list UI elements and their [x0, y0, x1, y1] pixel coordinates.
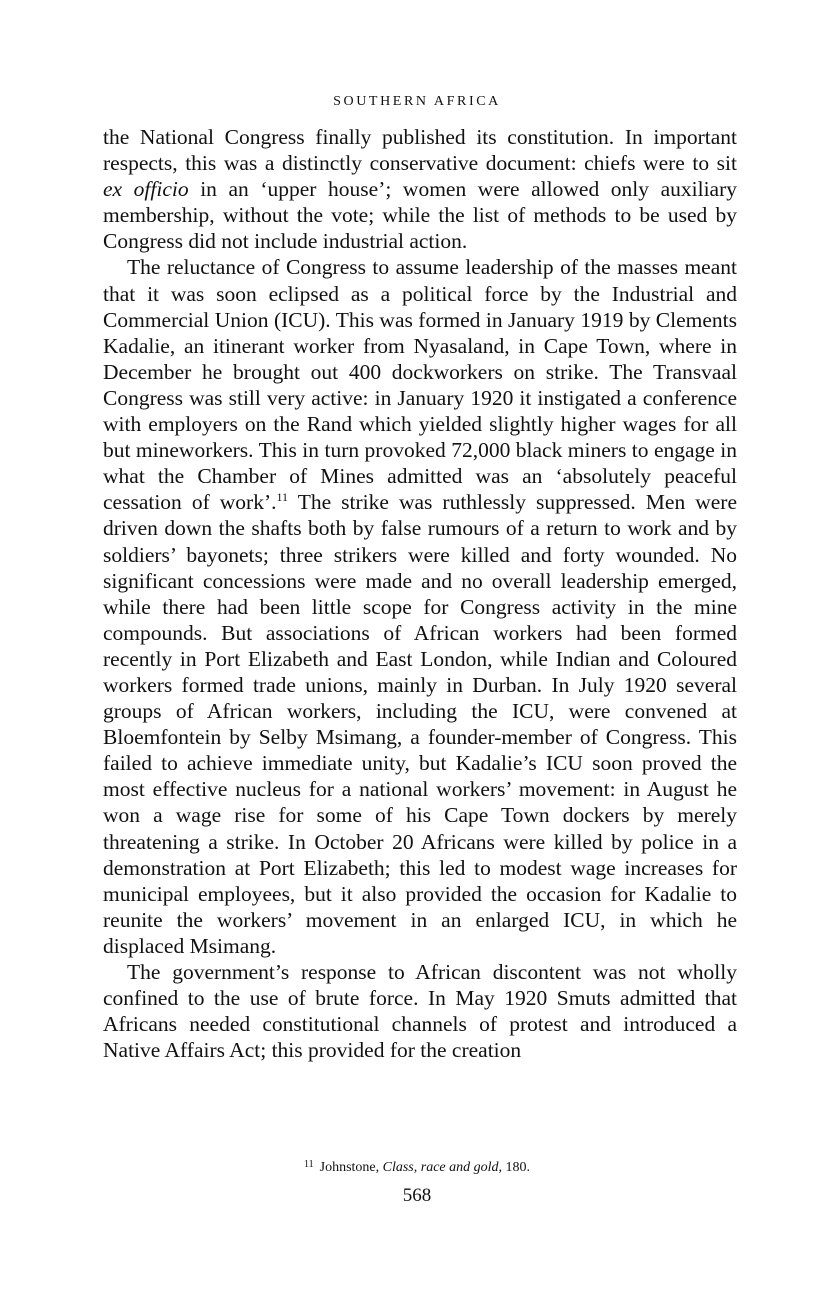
italic-phrase: ex officio: [103, 177, 189, 202]
text-run: The government’s response to African discontent was not wholly confined to the use of brute force. In May 1920 Smuts admitted that Africans needed constitutional channels of protest and introduced a Native Affairs Act; this provided for the creation: [103, 960, 737, 1063]
text-run: The reluctance of Congress to assume leadership of the masses meant that it was soon eclipsed as a political force by the Industrial and Commercial Union (ICU). This was formed in January 1919 by Clements Kadalie, an itinerant worker from Nyasaland, in Cape Town, where in December he brought out 400 dockworkers on strike. The Transvaal Congress was still very active: in January 1920 it instigated a conference with employers on the Rand which yielded slightly higher wages for all but mineworkers. This in turn provoked 72,000 black miners to engage in what the Chamber of Mines admitted was an ‘absolutely peaceful cessation of work’.: [103, 255, 737, 515]
paragraph-1: [103, 124, 737, 254]
paragraph-2: [103, 254, 737, 959]
text-run: the National Congress finally published its constitution. In important respects, this was a distinctly conservative document: chiefs were to sit: [103, 125, 737, 176]
footnote-title: Class, race and gold,: [382, 1160, 503, 1175]
footnote-reference: 11: [276, 490, 289, 505]
page-number: 568: [402, 1185, 432, 1206]
footnote: [0, 1159, 834, 1176]
text-run: in an ‘upper house’; women were allowed only auxiliary membership, without the vote; while the list of methods to be used by Congress did not include industrial action.: [103, 177, 737, 254]
text-run: The strike was ruthlessly suppressed. Men were driven down the shafts both by false rumours of a return to work and by soldiers’ bayonets; three strikers were killed and forty wounded. No significant concessions were made and no overall leadership emerged, while there had been little scope for Congress activity in the mine compounds. But associations of African workers had been formed recently in Port Elizabeth and East London, while Indian and Coloured workers formed trade unions, mainly in Durban. In July 1920 several groups of African workers, including the ICU, were convened at Bloemfontein by Selby Msimang, a founder-member of Congress. This failed to achieve immediate unity, but Kadalie’s ICU soon proved the most effective nucleus for a national workers’ movement: in August he won a wage rise for some of his Cape Town dockers by merely threatening a strike. In October 20 Africans were killed by police in a demonstration at Port Elizabeth; this led to modest wage increases for municipal employees, but it also provided the occasion for Kadalie to reunite the workers’ movement in an enlarged ICU, in which he displaced Msimang.: [103, 490, 737, 958]
footnote-page: 180.: [505, 1160, 531, 1175]
paragraph-3: [103, 959, 737, 1063]
running-head: SOUTHERN AFRICA: [333, 94, 501, 109]
footnote-number: 11: [303, 1159, 314, 1170]
footnote-author: Johnstone,: [319, 1160, 380, 1175]
body-text: [103, 124, 737, 1063]
